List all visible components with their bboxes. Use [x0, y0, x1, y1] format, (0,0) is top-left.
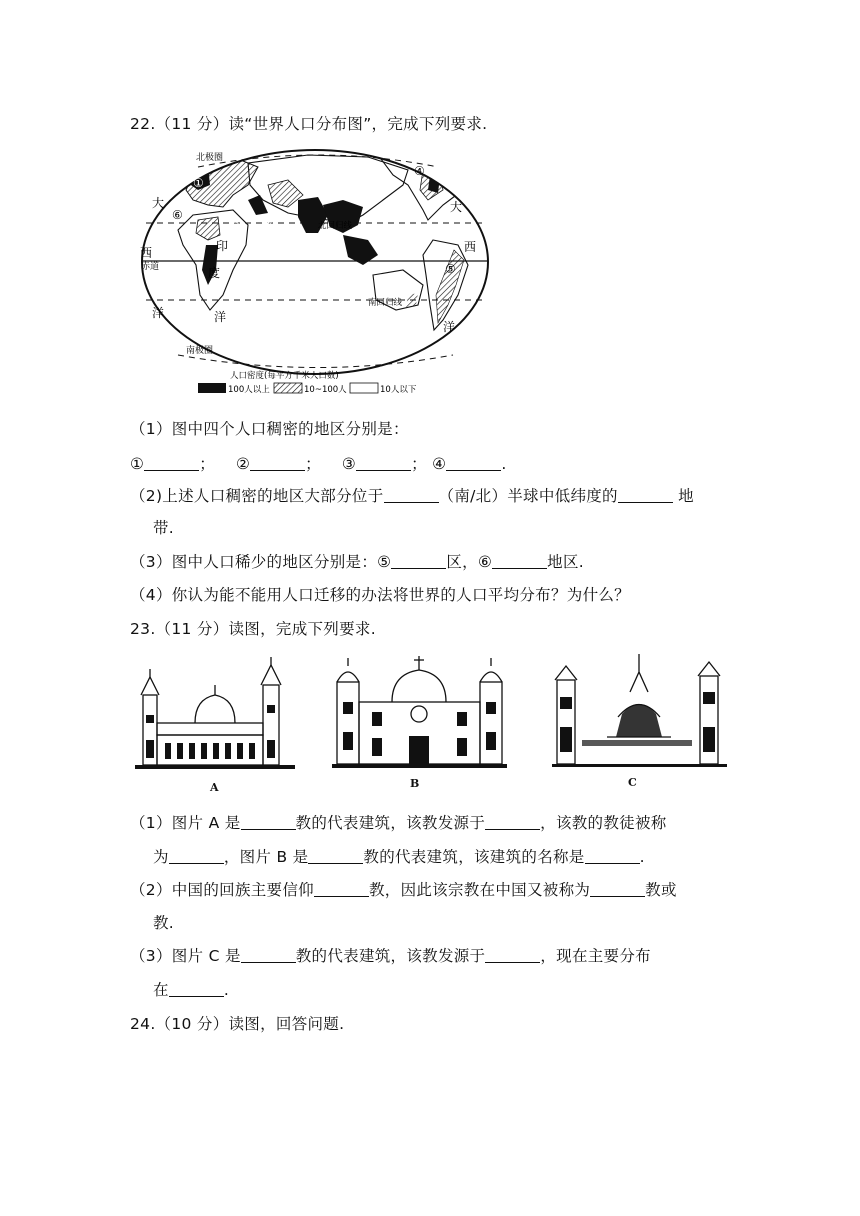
answer-blank-1[interactable] — [144, 455, 199, 471]
answer-blank-a-religion[interactable] — [241, 814, 296, 830]
answer-blank-zone[interactable] — [618, 487, 673, 503]
equator-label: 赤道 — [141, 262, 160, 272]
caption-b: B — [410, 777, 420, 790]
answer-blank-4[interactable] — [446, 455, 501, 471]
text: （3）图中人口稀少的地区分别是：⑤ — [130, 553, 392, 571]
marker-4: ④ — [432, 455, 447, 473]
separator: ； — [305, 455, 321, 473]
answer-blank-a-origin[interactable] — [485, 814, 540, 830]
text: （1）图片 A 是 — [130, 814, 241, 832]
text: ，现在主要分布 — [540, 947, 651, 965]
period: . — [501, 455, 507, 473]
text: 区，⑥ — [446, 553, 493, 571]
text: ，图片 B 是 — [223, 848, 309, 866]
answer-blank-3[interactable] — [356, 455, 411, 471]
q23-part1 — [130, 811, 667, 833]
q22-part1-answers — [130, 452, 507, 474]
q23-part2-cont: 教. — [153, 914, 175, 932]
text: （南/北）半球中低纬度的 — [438, 487, 618, 505]
legend-title: 人口密度(每平方千米人口数) — [230, 371, 339, 381]
ocean-label: 西 — [140, 246, 153, 260]
caption-a: A — [210, 781, 219, 794]
ocean-label: 洋 — [152, 306, 165, 320]
text: 教或 — [645, 881, 677, 899]
tropic-capricorn-label: 南回归线 — [368, 298, 403, 308]
region-marker-5: ⑤ — [445, 262, 456, 276]
text: 教的代表建筑，该建筑的名称是 — [363, 848, 585, 866]
q23-part1-cont — [153, 845, 645, 867]
q22-part4: （4）你认为能不能用人口迁移的办法将世界的人口平均分布？为什么？ — [130, 586, 630, 604]
caption-c: C — [628, 776, 637, 789]
world-population-map — [138, 145, 493, 400]
legend-swatch-sparse — [350, 383, 378, 393]
separator: ； — [411, 455, 427, 473]
q23-part2 — [130, 878, 677, 900]
region-marker-3: ③ — [262, 214, 273, 228]
ocean-label: 西 — [464, 240, 477, 254]
text: 教的代表建筑，该教发源于 — [295, 947, 486, 965]
answer-blank-c-origin[interactable] — [485, 947, 540, 963]
pagoda-illustration — [552, 652, 727, 772]
marker-1: ① — [130, 455, 145, 473]
text: 教的代表建筑，该教发源于 — [295, 814, 486, 832]
cathedral-illustration — [332, 652, 507, 772]
text: 在 — [153, 981, 169, 999]
ocean-label: 洋 — [443, 320, 456, 334]
legend-item: 100人以上 — [228, 385, 270, 395]
text: 教，因此该宗教在中国又被称为 — [368, 881, 591, 899]
text: 为 — [153, 848, 169, 866]
q23-part3 — [130, 944, 651, 966]
period: . — [223, 981, 230, 999]
answer-blank-c-religion[interactable] — [241, 947, 296, 963]
mosque-illustration — [135, 655, 295, 775]
answer-blank-hui-religion[interactable] — [314, 881, 369, 897]
ocean-label: 印 — [216, 239, 229, 253]
tropic-cancer-label: 北回归线 — [318, 221, 353, 231]
arctic-circle-label: 北极圈 — [196, 153, 224, 163]
legend-swatch-medium — [274, 383, 302, 393]
ocean-label: 大 — [152, 196, 165, 210]
answer-blank-c-distribution[interactable] — [169, 981, 224, 997]
text: 地 — [678, 487, 694, 505]
text: （2）中国的回族主要信仰 — [130, 881, 314, 899]
answer-blank-5[interactable] — [391, 553, 446, 569]
q24-title: 24.（10 分）读图，回答问题. — [130, 1015, 345, 1033]
period: . — [639, 848, 645, 866]
region-marker-1: ① — [193, 176, 204, 190]
legend-swatch-dense — [198, 383, 226, 393]
marker-3: ③ — [341, 455, 357, 473]
answer-blank-alt-name[interactable] — [590, 881, 645, 897]
answer-blank-hemisphere[interactable] — [384, 487, 439, 503]
ocean-label: 洋 — [214, 310, 227, 324]
separator: ； — [199, 455, 216, 473]
q22-part1: （1）图中四个人口稠密的地区分别是： — [130, 420, 409, 438]
legend-item: 10~100人 — [304, 385, 347, 395]
answer-blank-2[interactable] — [250, 455, 305, 471]
ocean-label: 大 — [450, 200, 463, 214]
answer-blank-b-religion[interactable] — [308, 848, 363, 864]
ocean-label: 度 — [208, 266, 221, 280]
region-marker-2: ② — [230, 220, 241, 234]
legend-item: 10人以下 — [380, 385, 417, 395]
q22-title: 22.（11 分）读“世界人口分布图”，完成下列要求. — [130, 115, 488, 133]
text: （2)上述人口稠密的地区大部分位于 — [130, 487, 384, 505]
answer-blank-b-name[interactable] — [585, 848, 640, 864]
region-marker-4: ④ — [414, 164, 425, 178]
marker-2: ② — [235, 455, 251, 473]
text: 地区. — [547, 553, 584, 571]
antarctic-circle-label: 南极圈 — [186, 346, 214, 356]
q23-part3-cont — [153, 978, 229, 1000]
text: （3）图片 C 是 — [130, 947, 241, 965]
text: ，该教的教徒被称 — [540, 814, 667, 832]
q23-title: 23.（11 分）读图，完成下列要求. — [130, 620, 376, 638]
answer-blank-6[interactable] — [492, 553, 547, 569]
answer-blank-a-followers[interactable] — [169, 848, 224, 864]
region-marker-6: ⑥ — [172, 208, 183, 222]
q22-part3 — [130, 550, 584, 572]
q22-part2-cont: 带. — [153, 519, 175, 537]
q22-part2 — [130, 484, 694, 506]
